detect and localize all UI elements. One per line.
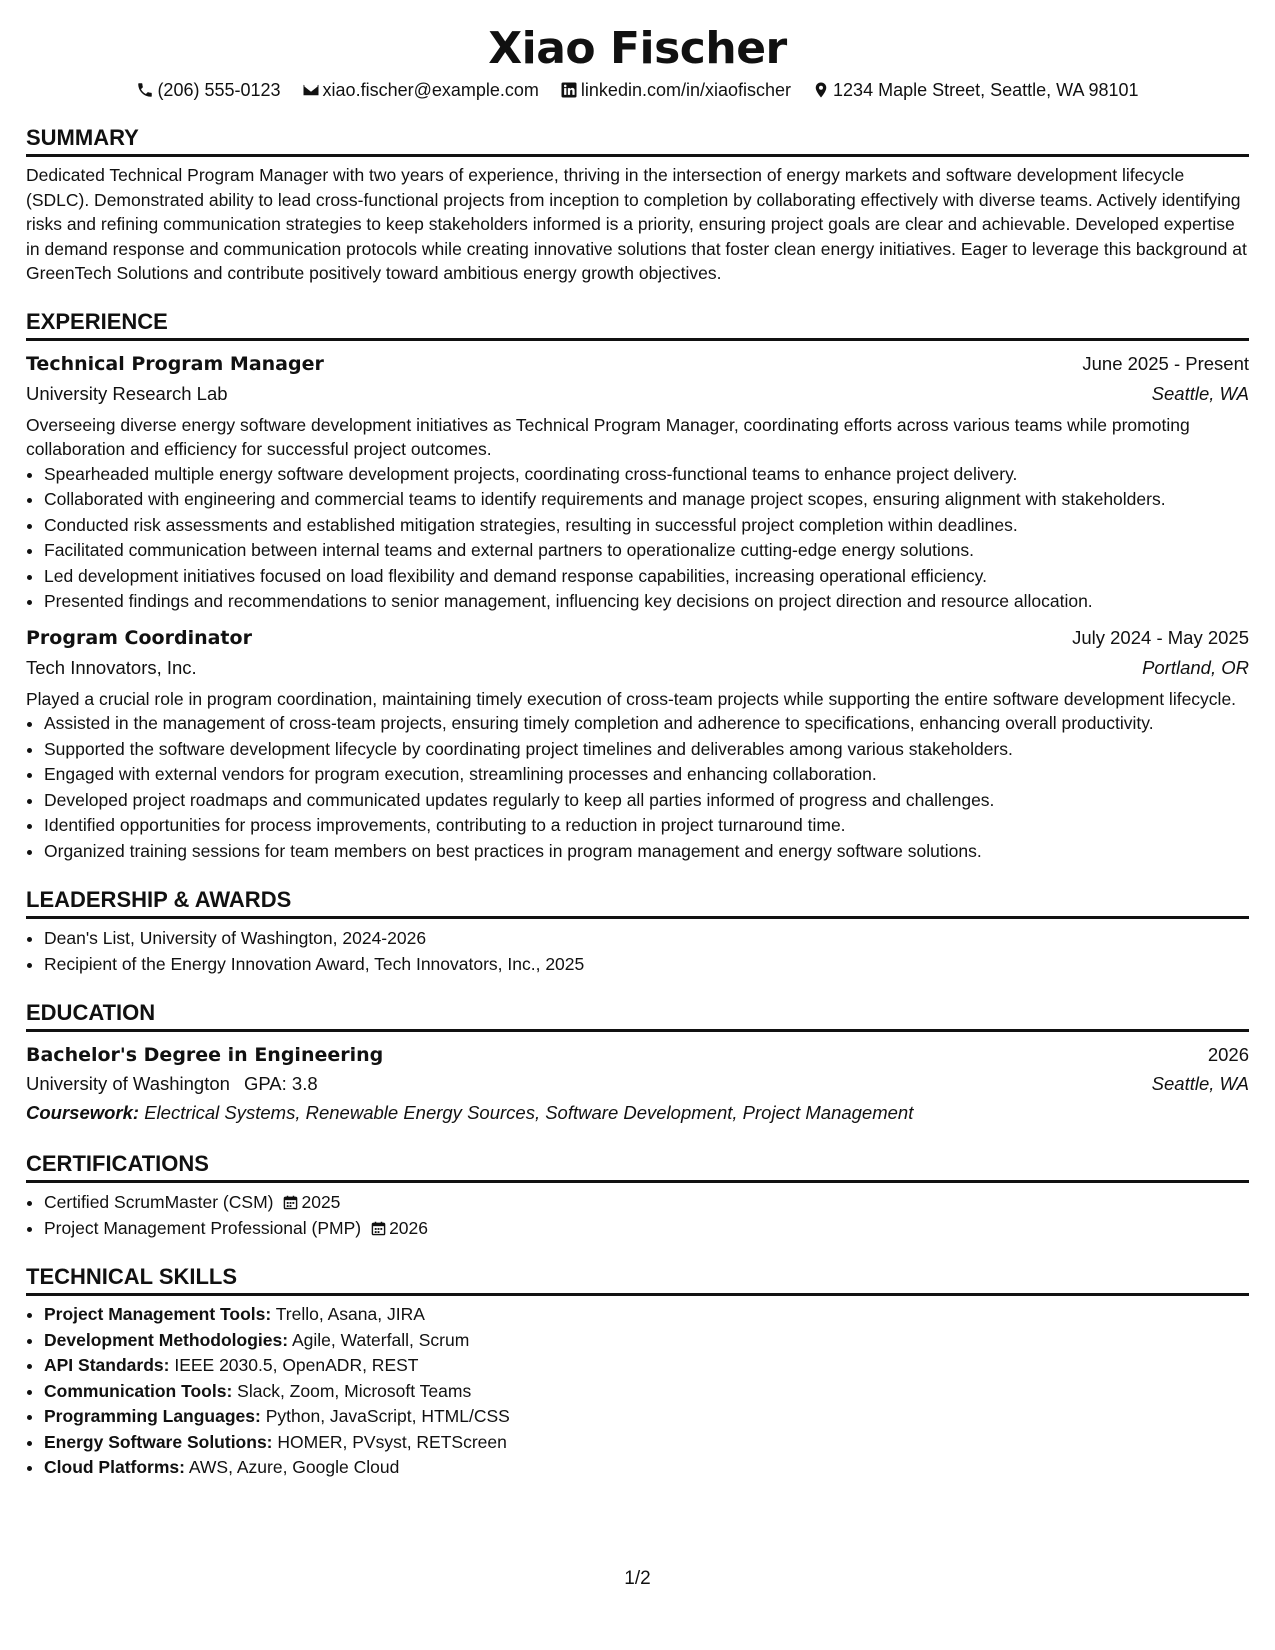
cert-year: 2026 <box>389 1218 429 1238</box>
job-organization: Tech Innovators, Inc. <box>26 656 197 678</box>
list-item: • Organized training sessions for team members on best practices in program management and energy software solutions. <box>44 839 1249 865</box>
job-dates: June 2025 - Present <box>1082 352 1249 374</box>
list-item: • Engaged with external vendors for program execution, streamlining processes and enhancing collaboration. <box>44 762 1249 788</box>
list-item: • Recipient of the Energy Innovation Award, Tech Innovators, Inc., 2025 <box>44 951 1249 977</box>
job-title: Technical Program Manager <box>26 352 324 375</box>
coursework-label: Coursework: <box>26 1102 140 1123</box>
phone-icon <box>136 81 154 99</box>
address-text: 1234 Maple Street, Seattle, WA 98101 <box>833 80 1139 100</box>
job-entry <box>26 349 1249 615</box>
list-item: • Presented findings and recommendations to senior management, influencing key decisions on project direction and resource allocation. <box>44 589 1249 615</box>
job-organization: University Research Lab <box>26 382 228 404</box>
job-title: Program Coordinator <box>26 626 252 649</box>
section-title-leadership: LEADERSHIP & AWARDS <box>26 886 1249 919</box>
email-text: xiao.fischer@example.com <box>322 80 539 100</box>
skill-value: Trello, Asana, JIRA <box>275 1304 425 1324</box>
job-entry <box>26 623 1249 865</box>
job-location: Seattle, WA <box>1151 382 1249 404</box>
gpa: GPA: 3.8 <box>243 1073 318 1094</box>
list-item: • Conducted risk assessments and established mitigation strategies, resulting in successful project completion within deadlines. <box>44 513 1249 539</box>
job-dates: July 2024 - May 2025 <box>1072 626 1249 648</box>
list-item <box>44 1455 1249 1481</box>
section-title-certifications: CERTIFICATIONS <box>26 1150 1249 1183</box>
skills-list <box>26 1302 1249 1481</box>
degree-title: Bachelor's Degree in Engineering <box>26 1044 384 1066</box>
linkedin-icon <box>560 81 578 99</box>
job-description: Played a crucial role in program coordination, maintaining timely execution of cross-team projects while supporting the entire software development lifecycle. <box>26 688 1237 709</box>
section-title-skills: TECHNICAL SKILLS <box>26 1263 1249 1296</box>
list-item: • Led development initiatives focused on load flexibility and demand response capabilities, increasing operational efficiency. <box>44 564 1249 590</box>
job-description: Overseeing diverse energy software development initiatives as Technical Program Manager, coordinating efforts across various teams while promoting collaboration and efficiency for successful project outcomes. <box>26 414 1190 459</box>
cert-name: Project Management Professional (PMP) <box>44 1218 362 1238</box>
skill-label: Cloud Platforms: <box>44 1457 185 1477</box>
skill-value: Slack, Zoom, Microsoft Teams <box>237 1380 472 1401</box>
cert-year: 2025 <box>301 1192 341 1212</box>
calendar-icon <box>371 1221 386 1236</box>
coursework <box>26 1098 1249 1128</box>
section-title-experience: EXPERIENCE <box>26 308 1249 341</box>
list-item <box>44 1328 1249 1354</box>
skill-value: AWS, Azure, Google Cloud <box>188 1457 400 1477</box>
phone-text: (206) 555-0123 <box>157 80 281 100</box>
skill-label: API Standards: <box>44 1355 170 1375</box>
skill-value: Agile, Waterfall, Scrum <box>291 1329 470 1350</box>
section-title-education: EDUCATION <box>26 999 1249 1032</box>
school-location: Seattle, WA <box>1151 1073 1249 1094</box>
page-number: 1/2 <box>624 1568 651 1589</box>
resume-page <box>26 22 1249 1481</box>
summary-text: Dedicated Technical Program Manager with two years of experience, thriving in the intersection of energy markets and software development lifecycle (SDLC). Demonstrated ability to lead cross-functional projects from inception to completion by collaborating effectively with diverse teams. Actively identifying risks and refining communication strategies to keep stakeholders informed is a priority, ensuring project goals are clear and achievable. Developed expertise in demand response and communication protocols while creating innovative solutions that foster clean energy initiatives. Eager to leverage this background at GreenTech Solutions and contribute positively toward ambitious energy growth objectives. <box>26 165 1247 283</box>
certifications-list <box>26 1189 1249 1241</box>
list-item <box>44 1379 1249 1405</box>
contact-phone[interactable] <box>136 78 280 102</box>
contact-linkedin[interactable] <box>560 78 791 102</box>
list-item: • Identified opportunities for process improvements, contributing to a reduction in project turnaround time. <box>44 813 1249 839</box>
list-item: • Dean's List, University of Washington, 2024-2026 <box>44 925 1249 951</box>
school-name: University of Washington <box>26 1073 230 1094</box>
degree-year: 2026 <box>1207 1044 1249 1065</box>
section-title-summary: SUMMARY <box>26 124 1249 157</box>
envelope-icon <box>302 81 320 99</box>
list-item: • Facilitated communication between internal teams and external partners to operationalize cutting-edge energy solutions. <box>44 538 1249 564</box>
skill-label: Project Management Tools: <box>44 1304 272 1324</box>
skill-value: HOMER, PVsyst, RETScreen <box>277 1431 507 1452</box>
job-bullets <box>26 462 1249 615</box>
list-item: • Assisted in the management of cross-team projects, ensuring timely completion and adherence to specifications, enhancing overall productivity. <box>44 711 1249 737</box>
skill-label: Communication Tools: <box>44 1380 233 1401</box>
contact-address <box>812 78 1139 102</box>
map-pin-icon <box>812 81 830 99</box>
coursework-list: Electrical Systems, Renewable Energy Sources, Software Development, Project Management <box>144 1102 914 1123</box>
calendar-icon <box>283 1195 298 1210</box>
job-location: Portland, OR <box>1142 656 1249 678</box>
leadership-list <box>26 925 1249 977</box>
contact-email[interactable] <box>302 78 539 102</box>
list-item <box>44 1215 1249 1241</box>
candidate-name: Xiao Fischer <box>488 23 787 74</box>
list-item <box>44 1353 1249 1379</box>
cert-name: Certified ScrumMaster (CSM) <box>44 1192 274 1212</box>
list-item: • Spearheaded multiple energy software development projects, coordinating cross-functional teams to enhance project delivery. <box>44 462 1249 488</box>
linkedin-text: linkedin.com/in/xiaofischer <box>580 80 792 100</box>
contact-line <box>26 78 1249 102</box>
skill-value: Python, JavaScript, HTML/CSS <box>265 1406 510 1426</box>
list-item <box>44 1189 1249 1215</box>
skill-value: IEEE 2030.5, OpenADR, REST <box>174 1355 419 1375</box>
skill-label: Development Methodologies: <box>44 1329 289 1350</box>
list-item <box>44 1302 1249 1328</box>
skill-label: Programming Languages: <box>44 1406 261 1426</box>
job-bullets <box>26 711 1249 864</box>
skill-label: Energy Software Solutions: <box>44 1431 273 1452</box>
list-item <box>44 1404 1249 1430</box>
list-item: • Supported the software development lifecycle by coordinating project timelines and deliverables among various stakeholders. <box>44 737 1249 763</box>
list-item <box>44 1430 1249 1456</box>
list-item: • Developed project roadmaps and communicated updates regularly to keep all parties informed of progress and challenges. <box>44 788 1249 814</box>
list-item: • Collaborated with engineering and commercial teams to identify requirements and manage project scopes, ensuring alignment with stakeholders. <box>44 487 1249 513</box>
